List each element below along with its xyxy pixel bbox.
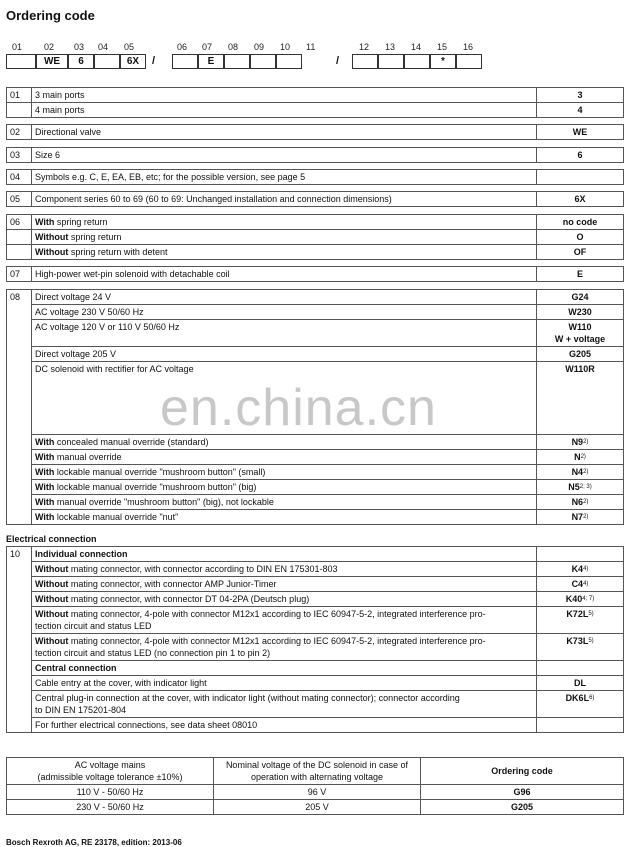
footnote-ref: 2; 3): [579, 484, 592, 490]
table-row: [7, 125, 624, 140]
table-row: [7, 305, 624, 320]
row-code: G24: [537, 290, 624, 305]
position-number: 08: [228, 42, 239, 52]
row-description: 3 main ports: [32, 88, 537, 103]
table-series: [6, 191, 624, 207]
code-box: 6: [68, 54, 94, 69]
code-box: [378, 54, 404, 69]
table-row: Without mating connector, 4-pole with connector M12x1 according to IEC 60947-5-2, integrated interference pro- tection circuit and status LED $K72L^{5)}$: [7, 607, 624, 634]
table-row: With lockable manual override "mushroom button" (big) N5$^{2; 3)}$: [7, 480, 624, 495]
table-row: [7, 267, 624, 282]
row-description: High-power wet-pin solenoid with detachable coil: [32, 267, 537, 282]
footnote-ref: 2): [583, 514, 589, 520]
footnote-ref: 2): [580, 454, 586, 460]
row-code: WE: [537, 125, 624, 140]
row-description-cont: tection circuit and status LED (no connection pin 1 to pin 2): [35, 648, 271, 658]
row-description: lockable manual override "mushroom button" (big): [54, 482, 257, 492]
position-number: 13: [385, 42, 396, 52]
table-solenoid: [6, 266, 624, 282]
position-number: 02: [44, 42, 55, 52]
position-number: 12: [359, 42, 370, 52]
row-description: AC voltage 120 V or 110 V 50/60 Hz: [32, 320, 537, 347]
row-code: K4: [571, 564, 584, 574]
code-box: E: [198, 54, 224, 69]
row-description: manual override "mushroom button" (big), not lockable: [54, 497, 274, 507]
table-row: With manual override "mushroom button" (big), not lockable N6$^{2)}$: [7, 495, 624, 510]
row-number: 01: [7, 88, 32, 103]
position-number: 06: [177, 42, 188, 52]
footnote-ref: 4): [583, 566, 589, 572]
row-code: C4: [571, 579, 584, 589]
row-code: N9: [571, 437, 584, 447]
row-description: Direct voltage 24 V: [32, 290, 537, 305]
table-cell: 205 V: [214, 800, 421, 815]
section-heading-electrical: Electrical connection: [6, 534, 97, 544]
row-code: W110R: [537, 362, 624, 435]
table-row: [7, 691, 624, 718]
voltage-table: [6, 757, 624, 815]
column-header: Ordering code: [421, 758, 624, 785]
row-code: 3: [537, 88, 624, 103]
table-valve: [6, 124, 624, 140]
position-number: 11: [306, 42, 316, 52]
row-code: N4: [571, 467, 584, 477]
position-number: 05: [124, 42, 135, 52]
code-box: WE: [36, 54, 68, 69]
table-row: With lockable manual override "nut" N7$^{2)}$: [7, 510, 624, 525]
row-description: mating connector, with connector according to DIN EN 175301-803: [68, 564, 338, 574]
table-row: [7, 192, 624, 207]
code-box: [172, 54, 198, 69]
table-row: [7, 676, 624, 691]
row-code: [537, 170, 624, 185]
row-description: mating connector, with connector AMP Junior-Timer: [68, 579, 277, 589]
row-description: AC voltage 230 V 50/60 Hz: [32, 305, 537, 320]
footnote-ref: 2): [583, 469, 589, 475]
row-code: N: [574, 452, 581, 462]
column-header: AC voltage mains: [74, 760, 146, 770]
code-box: [224, 54, 250, 69]
row-code: W110: [568, 322, 592, 332]
table-row: Without mating connector, with connector according to DIN EN 175301-803 K4$^{4)}$: [7, 562, 624, 577]
subheading-individual: Individual connection: [32, 547, 537, 562]
table-row: [7, 148, 624, 163]
table-cell: 110 V - 50/60 Hz: [7, 785, 214, 800]
table-row: Without mating connector, 4-pole with connector M12x1 according to IEC 60947-5-2, integrated interference pro- tection circuit and status LED (no connection pin 1 to pin 2) $K73L^{5)}$: [7, 634, 624, 661]
table-row: With manual override $N^{2)}$: [7, 450, 624, 465]
position-number: 15: [437, 42, 448, 52]
row-code: DL: [537, 676, 624, 691]
table-row: Without spring return O: [7, 230, 624, 245]
row-number: 03: [7, 148, 32, 163]
row-code: no code: [537, 215, 624, 230]
table-spring: [6, 214, 624, 260]
column-header-sub: operation with alternating voltage: [250, 772, 384, 782]
row-code: N5: [568, 482, 580, 492]
position-number: 04: [98, 42, 109, 52]
table-row: [7, 290, 624, 305]
row-code: 4: [537, 103, 624, 118]
subheading-central: Central connection: [32, 661, 537, 676]
row-number: 07: [7, 267, 32, 282]
table-row: [7, 103, 624, 118]
row-number: 05: [7, 192, 32, 207]
table-row: [7, 170, 624, 185]
row-code: G205: [537, 347, 624, 362]
row-description: lockable manual override "mushroom button" (small): [54, 467, 266, 477]
row-number: 04: [7, 170, 32, 185]
row-description: spring return: [54, 217, 108, 227]
position-number: 16: [463, 42, 474, 52]
row-number: 10: [7, 547, 32, 733]
row-description: Central plug-in connection at the cover, with indicator light (without mating connector); connector according: [35, 693, 460, 703]
footnote-ref: 4; 7): [582, 596, 595, 602]
row-number: 06: [7, 215, 32, 230]
table-row: [7, 800, 624, 815]
row-description: 4 main ports: [32, 103, 537, 118]
row-code: K72L: [566, 609, 589, 619]
row-code: O: [537, 230, 624, 245]
row-description: Component series 60 to 69 (60 to 69: Unchanged installation and connection dimensions): [32, 192, 537, 207]
code-separator: /: [152, 55, 156, 67]
table-electrical: [6, 546, 624, 733]
table-row: Without spring return with detent OF: [7, 245, 624, 260]
row-code: W230: [537, 305, 624, 320]
code-separator: /: [336, 55, 340, 67]
table-row: With lockable manual override "mushroom button" (small) N4$^{2)}$: [7, 465, 624, 480]
code-box: 6X: [120, 54, 146, 69]
footnote-ref: 4): [583, 581, 589, 587]
position-numbers: [6, 42, 624, 54]
position-number: 03: [74, 42, 85, 52]
code-box-end: [456, 54, 482, 69]
row-description-cont: tection circuit and status LED: [35, 621, 152, 631]
row-description: Cable entry at the cover, with indicator light: [32, 676, 537, 691]
table-symbols: [6, 169, 624, 185]
table-row: Without mating connector, with connector DT 04-2PA (Deutsch plug) K40$^{4; 7)}$: [7, 592, 624, 607]
row-code: K40: [565, 594, 583, 604]
row-code: OF: [537, 245, 624, 260]
row-code: K73L: [566, 636, 589, 646]
code-box: *: [430, 54, 456, 69]
table-size: [6, 147, 624, 163]
row-description: Directional valve: [32, 125, 537, 140]
code-box: [276, 54, 302, 69]
row-code-secondary: W + voltage: [554, 334, 606, 344]
table-row: [7, 547, 624, 562]
table-cell: 96 V: [214, 785, 421, 800]
row-description: spring return: [68, 232, 122, 242]
row-code: E: [537, 267, 624, 282]
footnote-ref: 5): [588, 611, 594, 617]
row-code: N7: [571, 512, 584, 522]
row-description: spring return with detent: [68, 247, 168, 257]
row-description: concealed manual override (standard): [54, 437, 209, 447]
code-box: [352, 54, 378, 69]
column-header-sub: (admissible voltage tolerance ±10%): [37, 772, 183, 782]
watermark: en.china.cn: [160, 379, 437, 437]
row-description: mating connector, 4-pole with connector M12x1 according to IEC 60947-5-2, integrated interference pro-: [68, 609, 486, 619]
row-description: For further electrical connections, see data sheet 08010: [32, 718, 537, 733]
row-code: 6X: [537, 192, 624, 207]
ordering-code-boxes: [6, 54, 624, 70]
row-number: 02: [7, 125, 32, 140]
row-description: mating connector, with connector DT 04-2PA (Deutsch plug): [68, 594, 310, 604]
table-row: With concealed manual override (standard) N9$^{2)}$: [7, 435, 624, 450]
table-row: Without mating connector, with connector AMP Junior-Timer C4$^{4)}$: [7, 577, 624, 592]
table-ports: [6, 87, 624, 118]
table-row: [7, 347, 624, 362]
page-title: Ordering code: [6, 8, 95, 23]
row-description: Symbols e.g. C, E, EA, EB, etc; for the possible version, see page 5: [32, 170, 537, 185]
table-row: 06 With spring return no code: [7, 215, 624, 230]
table-row: [7, 785, 624, 800]
footnote-ref: 2): [583, 499, 589, 505]
row-description: Size 6: [32, 148, 537, 163]
footnote-ref: 5): [588, 638, 594, 644]
row-code: 6: [537, 148, 624, 163]
position-number: 07: [202, 42, 213, 52]
row-code: DK6L: [565, 693, 590, 703]
row-description: DC solenoid with rectifier for AC voltage: [32, 362, 537, 435]
code-box: [404, 54, 430, 69]
table-cell: 230 V - 50/60 Hz: [7, 800, 214, 815]
table-header-row: [7, 758, 624, 785]
footnote-ref: 2): [583, 439, 589, 445]
row-description: lockable manual override "nut": [54, 512, 179, 522]
row-number: 08: [7, 290, 32, 525]
table-cell: G205: [421, 800, 624, 815]
row-code: N6: [571, 497, 584, 507]
footer: Bosch Rexroth AG, RE 23178, edition: 2013-06: [6, 838, 182, 847]
position-number: 10: [280, 42, 291, 52]
row-description: mating connector, 4-pole with connector M12x1 according to IEC 60947-5-2, integrated interference pro-: [68, 636, 486, 646]
row-description-cont: to DIN EN 175201-804: [35, 705, 127, 715]
row-description: manual override: [54, 452, 122, 462]
table-cell: G96: [421, 785, 624, 800]
table-row: [7, 88, 624, 103]
position-number: 09: [254, 42, 265, 52]
code-box: [250, 54, 276, 69]
footnote-ref: 6): [589, 695, 595, 701]
column-header: Nominal voltage of the DC solenoid in case of: [225, 760, 409, 770]
position-number: 01: [12, 42, 23, 52]
position-number: 14: [411, 42, 422, 52]
code-box: [6, 54, 36, 69]
table-row: [7, 320, 624, 347]
table-row: [7, 661, 624, 676]
code-box: [94, 54, 120, 69]
row-description: Direct voltage 205 V: [32, 347, 537, 362]
table-row: [7, 718, 624, 733]
